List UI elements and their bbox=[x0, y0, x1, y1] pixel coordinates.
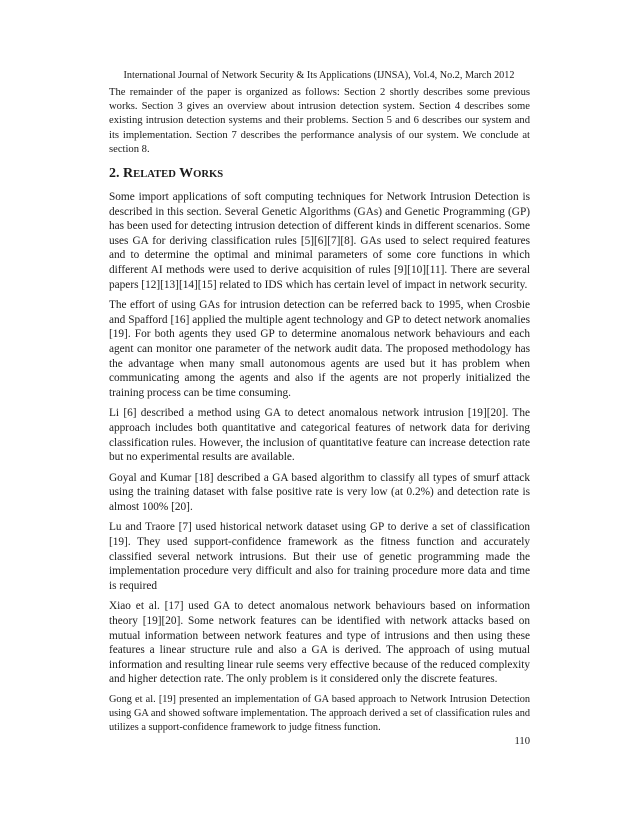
title-rest-1: ELATED bbox=[133, 169, 176, 181]
title-rest-2: ORKS bbox=[193, 169, 224, 181]
paragraph-li: Li [6] described a method using GA to detect anomalous network intrusion [19][20]. The approach includes both quantitative and categorical features of network data for deriving classification rules. However, the inclusion of quantitative feature can increase detection rate but no experimental results are available. bbox=[109, 407, 530, 464]
paragraph-xiao: Xiao et al. [17] used GA to detect anomalous network behaviours based on information theory [19][20]. Some network features can be identified with network attacks based on mutual information between network features and type of intrusions and then using these features a linear structure rule and also a GA is derived. The approach of using mutual information and resulting linear rule seems very effective because of the reduced complexity and higher detection rate. The only problem is it considered only the discrete features. bbox=[109, 600, 530, 686]
section-title bbox=[123, 166, 223, 181]
paragraph-gong: Gong et al. [19] presented an implementation of GA based approach to Network Intrusion Detection using GA and showed software implementation. The approach derived a set of classification rules and utilizes a support-confidence framework to judge fitness function. bbox=[109, 694, 530, 734]
section-number: 2. bbox=[109, 166, 120, 182]
paragraph-soft-computing: Some import applications of soft computing techniques for Network Intrusion Detection is described in this section. Several Genetic Algorithms (GAs) and Genetic Programming (GP) has been used for detecting intrusion detection of different kinds in different scenarios. Some uses GA for deriving classification rules [5][6][7][8]. GAs used to select required features and to determine the optimal and minimal parameters of some core functions in which different AI methods were used to derive acquisition of rules [9][10][11]. There are several papers [12][13][14][15] related to IDS which has certain level of impact in network security. bbox=[109, 191, 530, 291]
page-number: 110 bbox=[514, 736, 530, 747]
intro-paragraph: The remainder of the paper is organized as follows: Section 2 shortly describes some previous works. Section 3 gives an overview about intrusion detection system. Section 4 describes some existing intrusion detection systems and their problems. Section 5 and 6 describes our system and its implementation. Section 7 describes the performance analysis of our system. We conclude at section 8. bbox=[109, 87, 530, 155]
paragraph-lu-traore: Lu and Traore [7] used historical network dataset using GP to derive a set of classification [19]. They used support-confidence framework as the fitness function and accurately classified several network intrusions. But their use of genetic programming made the implementation procedure very difficult and also for training procedure more data and time is required bbox=[109, 521, 530, 592]
title-initial-1: R bbox=[123, 166, 134, 182]
title-initial-2: W bbox=[179, 166, 194, 182]
paragraph-goyal-kumar: Goyal and Kumar [18] described a GA based algorithm to classify all types of smurf attack using the training dataset with false positive rate is very low (at 0.2%) and detection rate is almost 100% [20]. bbox=[109, 471, 530, 513]
page-content bbox=[109, 86, 530, 736]
section-heading bbox=[109, 165, 530, 184]
running-header: International Journal of Network Security & Its Applications (IJNSA), Vol.4, No.2, March 2012 bbox=[123, 70, 515, 81]
paragraph-crosbie-spafford: The effort of using GAs for intrusion detection can be referred back to 1995, when Crosbie and Spafford [16] applied the multiple agent technology and GP to detect network anomalies [19]. For both agents they used GP to determine anomalous network behaviours and each agent can monitor one parameter of the network audit data. The proposed methodology has the advantage when many small autonomous agents are used but it has problem when communicating among the agents and also if the agents are not properly initialized the training process can be time consuming. bbox=[109, 299, 530, 399]
